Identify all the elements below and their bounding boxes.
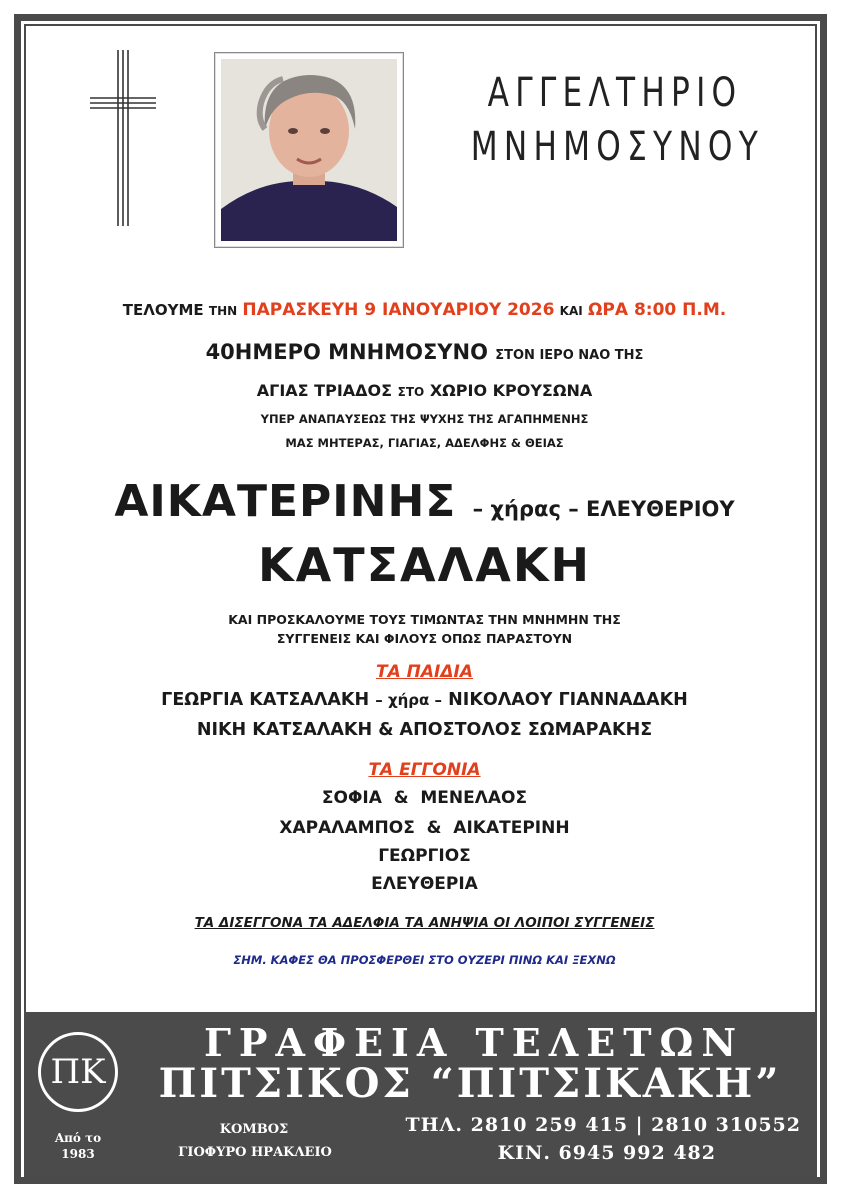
- child-row-1: [30, 690, 819, 710]
- funeral-home-logo: ΠΚ: [38, 1032, 118, 1112]
- memorial-type: 40ΗΜΕΡΟ ΜΝΗΜΟΣΥΝΟ: [205, 340, 488, 364]
- text-teloume: ΤΕΛΟΥΜΕ: [122, 301, 204, 319]
- funeral-home-name: ΠΙΤΣΙΚΟΣ “ΠΙΤΣΙΚΑΚΗ”: [158, 1060, 782, 1107]
- since-label: [38, 1130, 118, 1162]
- village-name: ΧΩΡΙΟ ΚΡΟΥΣΩΝΑ: [429, 381, 593, 400]
- invitation-line-1: ΚΑΙ ΠΡΟΣΚΑΛΟΥΜΕ ΤΟΥΣ ΤΙΜΩΝΤΑΣ ΤΗΝ ΜΝΗΜΗΝ ΤΗΣ: [228, 612, 621, 627]
- memorial-line: [30, 340, 819, 364]
- grandchild-row: ΣΟΦΙΑ & ΜΕΝΕΛΑΟΣ: [321, 788, 528, 808]
- mobile-number: ΚΙΝ. 6945 992 482: [497, 1142, 716, 1164]
- ceremony-date: ΠΑΡΑΣΚΕΥΗ 9 ΙΑΝΟΥΑΡΙΟΥ 2026: [242, 300, 555, 320]
- date-line: [30, 300, 819, 320]
- grandchild-row: ΧΑΡΑΛΑΜΠΟΣ & ΑΙΚΑΤΕΡΙΝΗ: [279, 818, 570, 838]
- deceased-name: [30, 476, 819, 527]
- child-row-2: ΝΙΚΗ ΚΑΤΣΑΛΑΚΗ & ΑΠΟΣΤΟΛΟΣ ΣΩΜΑΡΑΚΗΣ: [196, 720, 653, 740]
- grandchild-row: ΓΕΩΡΓΙΟΣ: [378, 846, 471, 866]
- invitation-line-2: ΣΥΓΓΕΝΕΙΣ ΚΑΙ ΦΙΛΟΥΣ ΟΠΩΣ ΠΑΡΑΣΤΟΥΝ: [276, 631, 573, 646]
- deceased-surname: ΚΑΤΣΑΛΑΚΗ: [258, 538, 591, 592]
- grandchild-row: ΕΛΕΥΘΕΡΙΑ: [371, 874, 478, 894]
- child-name-1: ΓΕΩΡΓΙΑ ΚΑΤΣΑΛΑΚΗ: [161, 690, 370, 710]
- church-intro: ΣΤΟΝ ΙΕΡΟ ΝΑΟ ΤΗΣ: [495, 348, 644, 363]
- grandchildren-heading: ΤΑ ΕΓΓΟΝΙΑ: [368, 760, 481, 780]
- text-sto: ΣΤΟ: [397, 385, 425, 399]
- address-line-1: ΚΟΜΒΟΣ: [219, 1122, 289, 1137]
- cross-icon: [88, 48, 158, 228]
- coffee-note: ΣΗΜ. ΚΑΦΕΣ ΘΑ ΠΡΟΣΦΕΡΘΕΙ ΣΤΟ ΟΥΖΕΡΙ ΠΙΝΩ ΚΑΙ ΞΕΧΝΩ: [233, 953, 616, 967]
- phone-numbers: ΤΗΛ. 2810 259 415 | 2810 310552: [405, 1114, 801, 1136]
- relatives-line: ΤΑ ΔΙΣΕΓΓΟΝΑ ΤΑ ΑΔΕΛΦΙΑ ΤΑ ΑΝΗΨΙΑ ΟΙ ΛΟΙΠΟΙ ΣΥΓΓΕΝΕΙΣ: [194, 915, 655, 931]
- prayer-line-2: ΜΑΣ ΜΗΤΕΡΑΣ, ΓΙΑΓΙΑΣ, ΑΔΕΛΦΗΣ & ΘΕΙΑΣ: [285, 436, 564, 450]
- funeral-home-title: ΓΡΑΦΕΙΑ ΤΕΛΕΤΩΝ: [203, 1020, 745, 1065]
- church-name: ΑΓΙΑΣ ΤΡΙΑΔΟΣ: [256, 381, 393, 400]
- deceased-first-name: ΑΙΚΑΤΕΡΙΝΗΣ: [114, 476, 457, 527]
- since-text: Από το: [54, 1131, 102, 1145]
- ceremony-time: ΩΡΑ 8:00 Π.Μ.: [587, 300, 727, 320]
- prayer-line-1: ΥΠΕΡ ΑΝΑΠΑΥΣΕΩΣ ΤΗΣ ΨΥΧΗΣ ΤΗΣ ΑΓΑΠΗΜΕΝΗΣ: [260, 412, 589, 426]
- child-relation: – χήρα –: [375, 691, 443, 709]
- since-year: 1983: [61, 1147, 95, 1161]
- address-line-2: ΓΙΟΦΥΡΟ ΗΡΑΚΛΕΙΟ: [178, 1145, 332, 1160]
- funeral-home-footer: [24, 1012, 817, 1177]
- text-kai: ΚΑΙ: [559, 304, 583, 318]
- title-line-1: ΑΓΓΕΛΤΗΡΙΟ: [487, 70, 743, 116]
- church-line: [30, 381, 819, 400]
- text-tin: ΤΗΝ: [208, 304, 238, 318]
- child-spouse-1: ΝΙΚΟΛΑΟΥ ΓΙΑΝΝΑΔΑΚΗ: [448, 690, 688, 710]
- deceased-relation: – χήρας – ΕΛΕΥΘΕΡΙΟΥ: [472, 497, 735, 521]
- title-line-2: ΜΝΗΜΟΣΥΝΟΥ: [470, 124, 765, 170]
- notice-title: [470, 66, 765, 174]
- portrait-photo: [214, 52, 404, 248]
- children-heading: ΤΑ ΠΑΙΔΙΑ: [375, 662, 474, 682]
